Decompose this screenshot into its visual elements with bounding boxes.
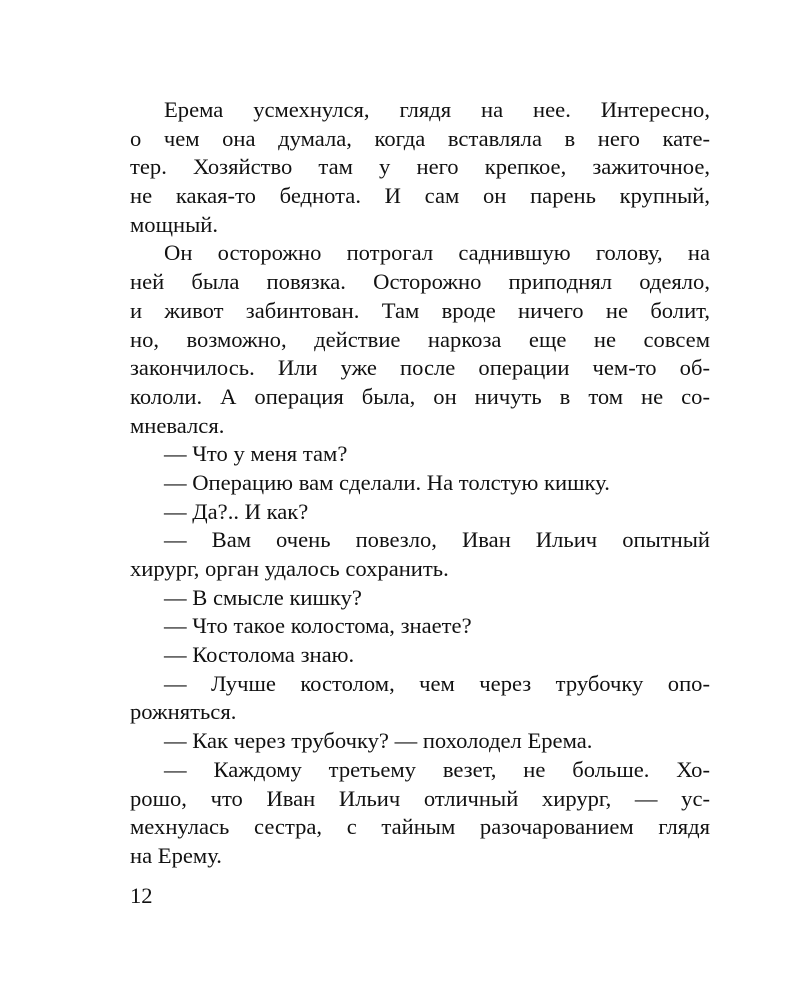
text-line: мневался. xyxy=(130,412,225,438)
text-line: ней была повязка. Осторожно приподнял одеяло, xyxy=(130,269,710,295)
text-line: — Костолома знаю. xyxy=(164,642,355,668)
text-line: на Ерему. xyxy=(130,842,222,868)
text-line: но, возможно, действие наркоза еще не совсем xyxy=(130,326,710,352)
text-line: — Что такое колостома, знаете? xyxy=(164,613,472,639)
text-line: мощный. xyxy=(130,211,219,237)
text-line: закончилось. Или уже после операции чем-то об- xyxy=(130,355,710,381)
page-number: 12 xyxy=(130,883,153,908)
text-line: — В смысле кишку? xyxy=(164,584,362,610)
text-line: мехнулась сестра, с тайным разочарованием глядя xyxy=(130,814,710,840)
text-line: Ерема усмехнулся, глядя на нее. Интересно, xyxy=(164,97,710,122)
text-line: и живот забинтован. Там вроде ничего не болит, xyxy=(130,297,710,323)
text-line: тер. Хозяйство там у него крепкое, зажиточное, xyxy=(130,154,710,180)
text-line: Он осторожно потрогал саднившую голову, на xyxy=(164,240,710,266)
text-line: хирург, орган удалось сохранить. xyxy=(130,556,449,581)
text-line: — Лучше костолом, чем через трубочку опо- xyxy=(164,670,710,696)
text-line: — Что у меня там? xyxy=(164,441,348,467)
text-line: о чем она думала, когда вставляла в него кате- xyxy=(130,125,710,151)
text-line: — Каждому третьему везет, не больше. Хо- xyxy=(164,756,710,782)
page-text xyxy=(130,96,710,871)
text-line: — Как через трубочку? — похолодел Ерема. xyxy=(164,728,593,754)
text-line: не какая-то беднота. И сам он парень крупный, xyxy=(130,183,710,209)
text-line: кололи. А операция была, он ничуть в том не со- xyxy=(130,383,710,409)
text-line: — Вам очень повезло, Иван Ильич опытный xyxy=(164,527,710,553)
text-line: — Да?.. И как? xyxy=(164,498,309,524)
text-line: рошо, что Иван Ильич отличный хирург, — ус- xyxy=(130,785,710,811)
text-line: рожняться. xyxy=(130,699,237,725)
text-line: — Операцию вам сделали. На толстую кишку. xyxy=(164,469,610,495)
